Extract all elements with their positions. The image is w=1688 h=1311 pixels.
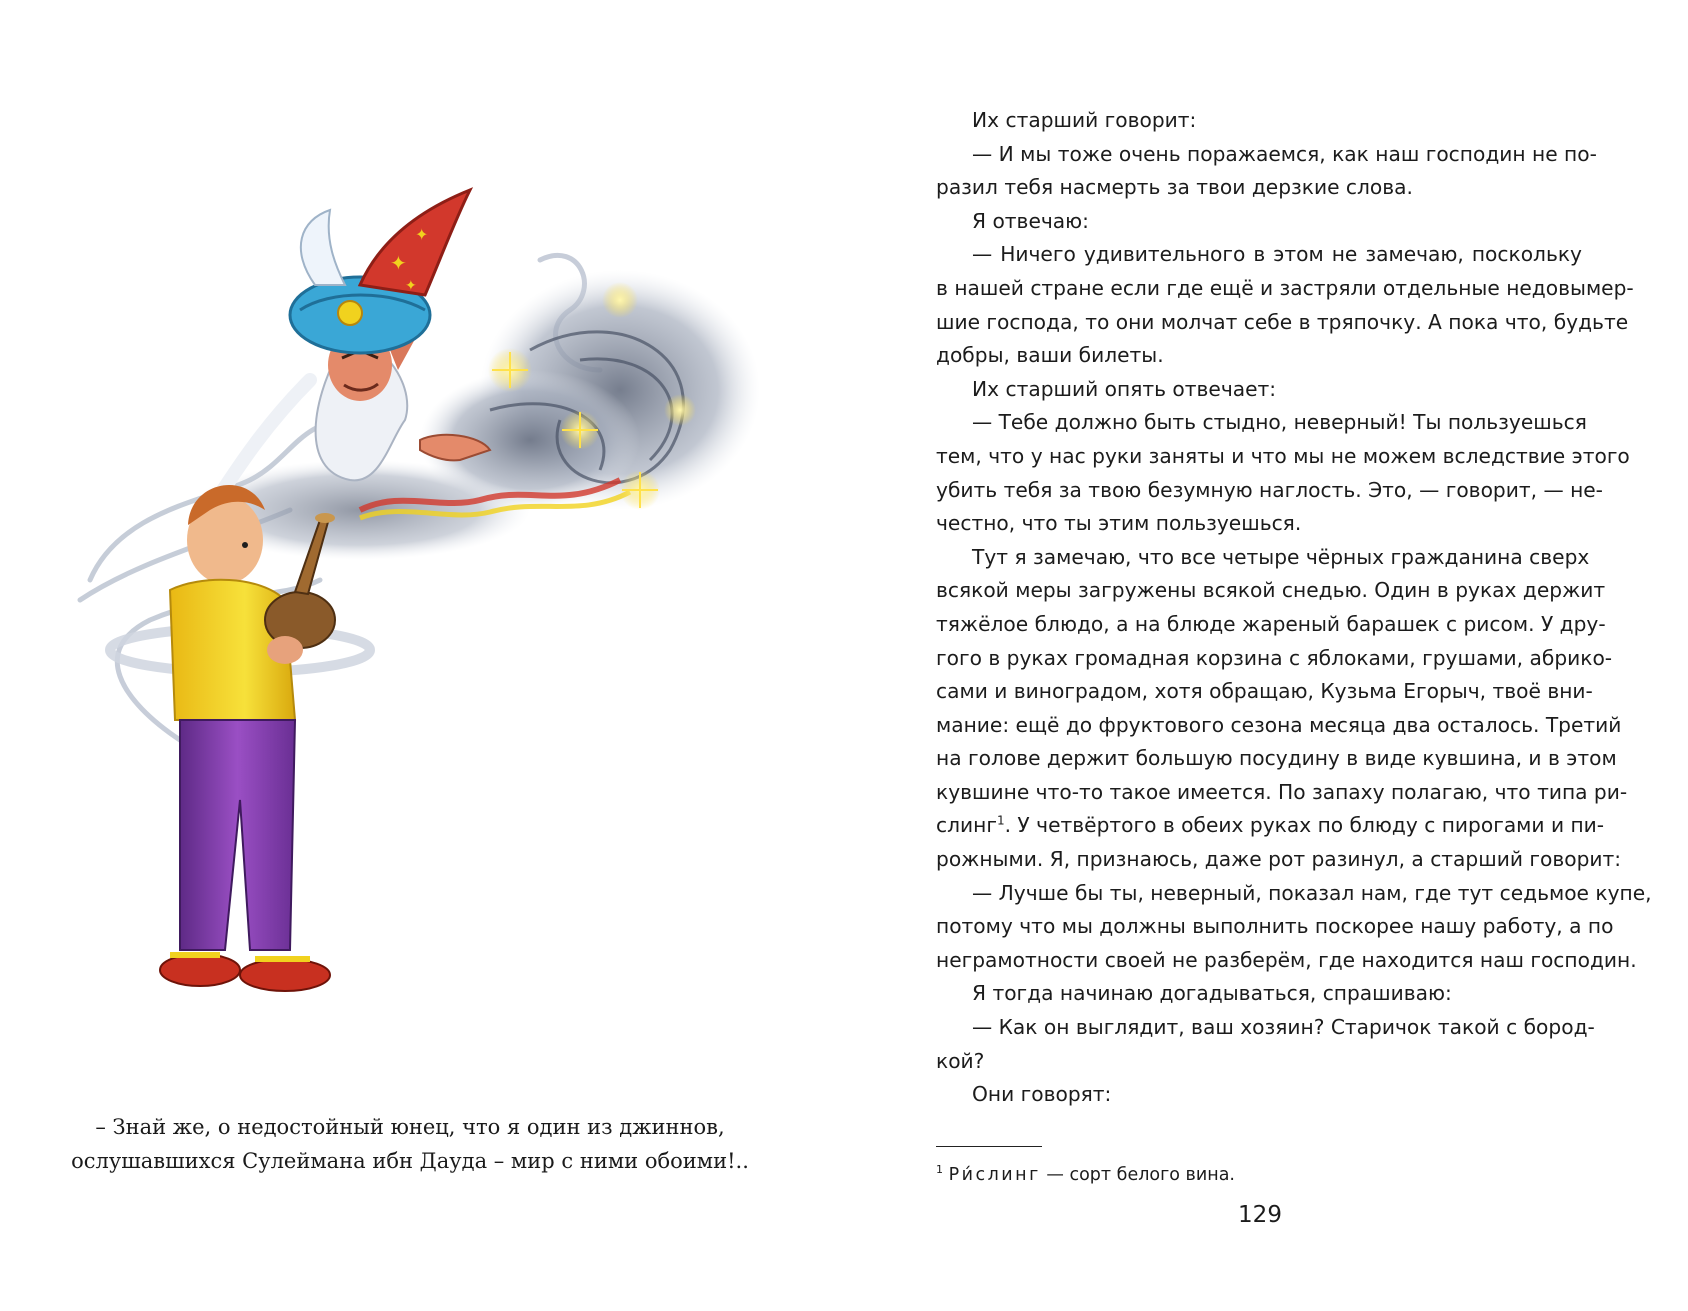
caption-line: – Знай же, о недостойный юнец, что я один из джиннов, (95, 1115, 725, 1139)
text-line: Тут я замечаю, что все четыре чёрных гражданина сверх (972, 544, 1590, 569)
genie-and-boy-illustration (60, 180, 780, 1080)
text-line: убить тебя за твою безумную наглость. Это, — говорит, — не- (936, 477, 1603, 502)
text-line: — Тебе должно быть стыдно, неверный! Ты пользуешься (972, 410, 1587, 435)
text-line: тем, что у нас руки заняты и что мы не можем вследствие этого (936, 443, 1630, 468)
page-number: 129 (1238, 1202, 1282, 1228)
text-line: рожными. Я, признаюсь, даже рот разинул, а старший говорит: (936, 847, 1622, 872)
text-line: честно, что ты этим пользуешься. (936, 511, 1302, 536)
boy (110, 485, 370, 991)
text-line: шие господа, то они молчат себе в тряпочку. А пока что, будьте (936, 309, 1629, 334)
text-line: тяжёлое блюдо, а на блюде жареный барашек с рисом. У дру- (936, 611, 1606, 636)
text-line: потому что мы должны выполнить поскорее нашу работу, а по (936, 914, 1614, 939)
text-line: кувшине что-то такое имеется. По запаху полагаю, что типа ри- (936, 779, 1628, 804)
page-text (936, 104, 1652, 1112)
text-line: Они говорят: (972, 1082, 1112, 1107)
svg-text:✦: ✦ (390, 251, 407, 275)
text-line: всякой меры загружены всякой снедью. Один в руках держит (936, 578, 1606, 603)
text-line: на голове держит большую посудину в виде кувшина, и в этом (936, 746, 1617, 771)
text-line: кой? (936, 1048, 985, 1073)
text-line: — Лучше бы ты, неверный, показал нам, где тут седьмое купе, (972, 880, 1652, 905)
footnote-term: Ри́слинг (948, 1164, 1041, 1185)
text-line: добры, ваши билеты. (936, 343, 1164, 368)
text-line: гого в руках громадная корзина с яблоками, грушами, абрико- (936, 645, 1613, 670)
text-line: неграмотности своей не разберём, где находится наш господин. (936, 947, 1637, 972)
text-fragment: У четвёртого в обеих руках по блюду с пирогами и пи- (1017, 813, 1605, 838)
text-line: — Как он выглядит, ваш хозяин? Старичок такой с бород- (972, 1015, 1595, 1040)
text-line: разил тебя насмерть за твои дерзкие слова. (936, 175, 1413, 200)
text-line: Я тогда начинаю догадываться, спрашиваю: (972, 981, 1452, 1006)
svg-text:✦: ✦ (415, 225, 429, 244)
footnote (936, 1156, 1582, 1189)
text-line: — И мы тоже очень поражаемся, как наш господин не по- (972, 141, 1597, 166)
footnote-marker[interactable]: 1 (996, 813, 1005, 828)
svg-text:✦: ✦ (405, 278, 417, 294)
text-line-with-footnote: слинг$^1$. У четвёртого в обеих руках по блюду с пирогами и пи- (936, 813, 1605, 838)
text-line: — Ничего удивительного в этом не замечаю, поскольку (972, 242, 1582, 267)
text-line: сами и виноградом, хотя обращаю, Кузьма Егорыч, твоё вни- (936, 679, 1593, 704)
illustration-caption (60, 1110, 760, 1178)
text-line: Их старший опять отвечает: (972, 376, 1277, 401)
footnote-number: 1 (936, 1163, 943, 1176)
text-line: в нашей стране если где ещё и застряли отдельные недовымер- (936, 275, 1634, 300)
caption-line: ослушавшихся Сулеймана ибн Дауда – мир с ними обоими!.. (71, 1149, 749, 1173)
footnote-text: — сорт белого вина. (1040, 1164, 1235, 1185)
text-line: мание: ещё до фруктового сезона месяца два осталось. Третий (936, 712, 1622, 737)
text-fragment: слинг (936, 813, 997, 838)
text-line: Их старший говорит: (972, 108, 1197, 132)
text-line: Я отвечаю: (972, 208, 1089, 233)
footnote-divider (936, 1146, 1042, 1147)
